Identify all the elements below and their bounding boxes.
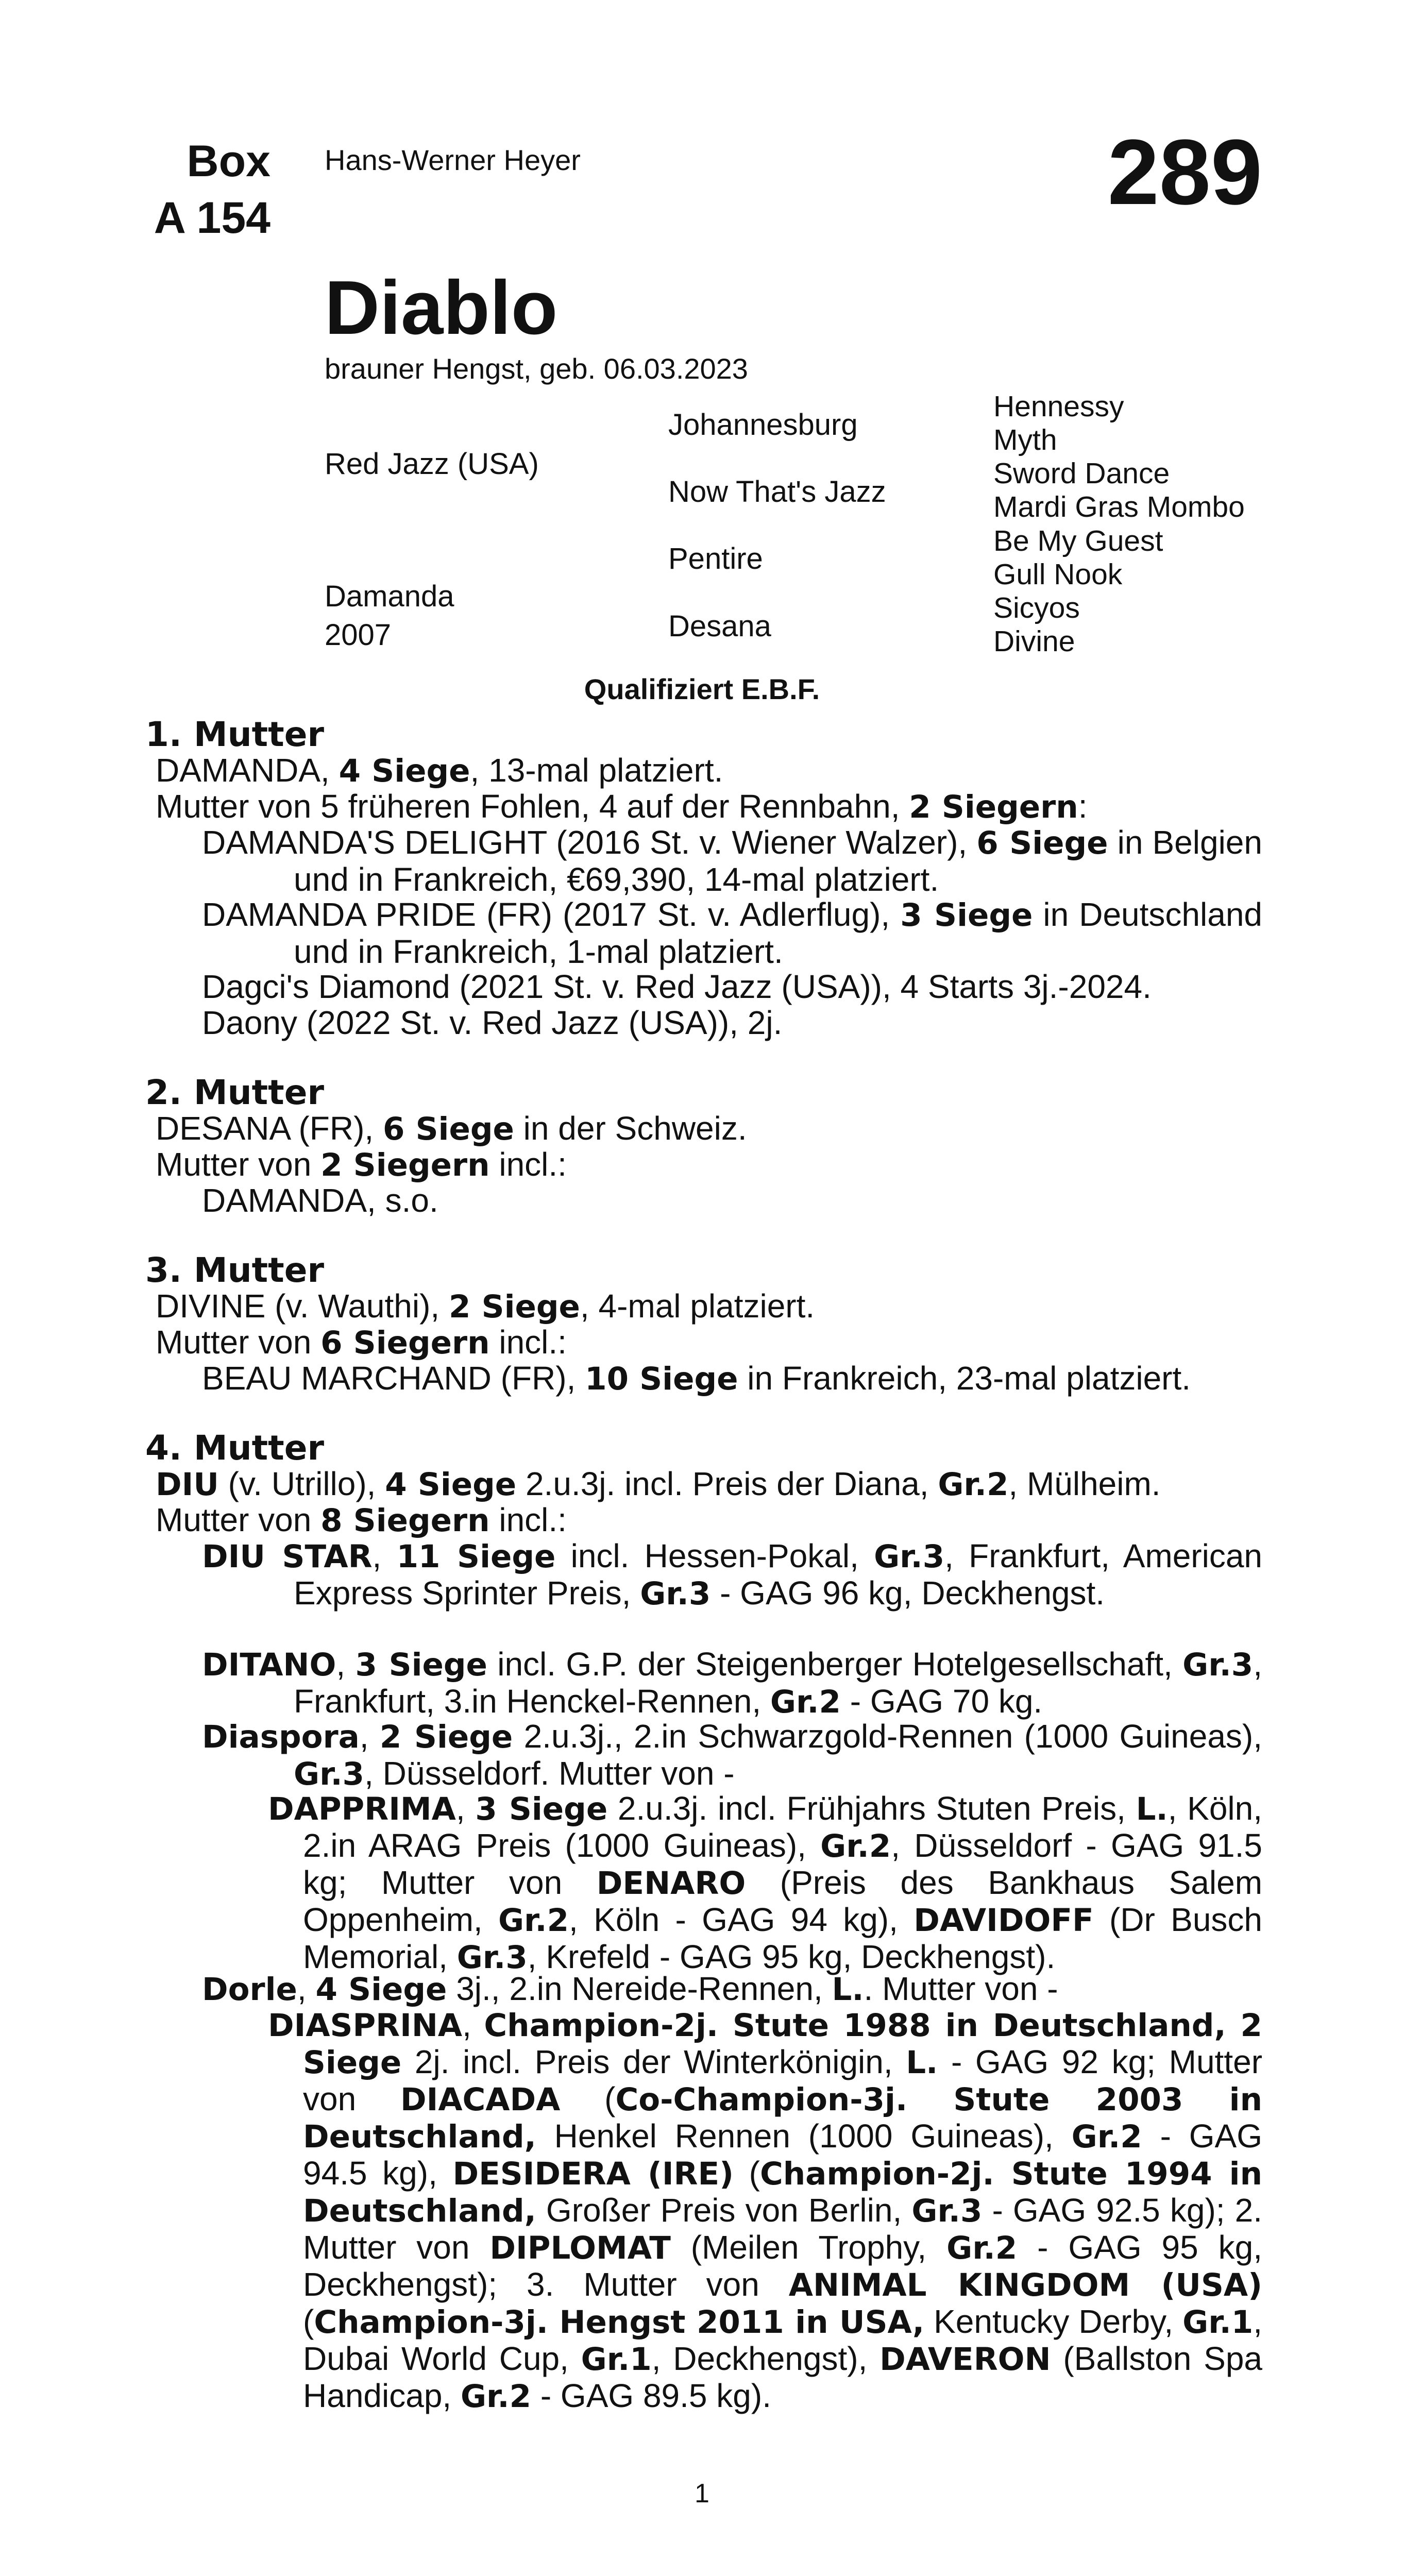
horse-name: Diablo [325, 265, 558, 350]
progeny-entry: DAMANDA PRIDE (FR) (2017 St. v. Adlerflug), 3 Siege in Deutschland und in Frankreich, 1-mal platziert. [202, 896, 1263, 970]
page-number: 1 [695, 2479, 709, 2509]
dam-3-record: DIVINE (v. Wauthi), 2 Siege, 4-mal platziert. [156, 1287, 815, 1325]
progeny-entry: DIU STAR, 11 Siege incl. Hessen-Pokal, Gr.3, Frankfurt, American Express Sprinter Preis, Gr.3 - GAG 96 kg, Deckhengst. [202, 1537, 1263, 1612]
pedigree-great-grandparent: Sicyos [993, 591, 1080, 624]
dam-3-produce-summary: Mutter von 6 Siegern incl.: [156, 1324, 567, 1361]
section-heading: 3. Mutter [145, 1250, 325, 1290]
box-label: Box [187, 137, 270, 186]
section-heading: 4. Mutter [145, 1428, 325, 1468]
progeny-entry: DAMANDA'S DELIGHT (2016 St. v. Wiener Walzer), 6 Siege in Belgien und in Frankreich, €69,390, 14-mal platziert. [202, 824, 1262, 898]
pedigree-great-grandparent: Divine [993, 625, 1075, 658]
pedigree-great-grandparent: Mardi Gras Mombo [993, 490, 1245, 523]
dam-4-record: DIU (v. Utrillo), 4 Siege 2.u.3j. incl. Preis der Diana, Gr.2, Mülheim. [156, 1465, 1161, 1503]
pedigree-great-grandparent: Myth [993, 423, 1057, 456]
pedigree-sire: Red Jazz (USA) [325, 447, 539, 481]
pedigree-grandparent: Pentire [668, 542, 763, 575]
section-heading: 2. Mutter [145, 1073, 325, 1112]
progeny-entry: DIASPRINA, Champion-2j. Stute 1988 in Deutschland, 2 Siege 2j. incl. Preis der Winterkönigin, L. - GAG 92 kg; Mutter von DIACADA (Co-Champion-3j. Stute 2003 in Deutschland, Henkel Rennen (1000 Guineas), Gr.2 - GAG 94.5 kg), DESIDERA (IRE) (Champion-2j. Stute 1994 in Deutschland, Großer Preis von Berlin, Gr.3 - GAG 92.5 kg); 2. Mutter von DIPLOMAT (Meilen Trophy, Gr.2 - GAG 95 kg, Deckhengst); 3. Mutter von ANIMAL KINGDOM (USA) (Champion-3j. Hengst 2011 in USA, Kentucky Derby, Gr.1, Dubai World Cup, Gr.1, Deckhengst), DAVERON (Ballston Spa Handicap, Gr.2 - GAG 89.5 kg). [268, 2006, 1263, 2415]
box-number: A 154 [154, 193, 270, 243]
pedigree-great-grandparent: Be My Guest [993, 524, 1163, 557]
pedigree-great-grandparent: Hennessy [993, 390, 1124, 423]
pedigree-grandparent: Now That's Jazz [668, 475, 886, 509]
progeny-entry: Diaspora, 2 Siege 2.u.3j., 2.in Schwarzgold-Rennen (1000 Guineas), Gr.3, Düsseldorf. Mutter von - [202, 1718, 1263, 1792]
pedigree-great-grandparent: Sword Dance [993, 457, 1170, 490]
progeny-entry: BEAU MARCHAND (FR), 10 Siege in Frankreich, 23-mal platziert. [202, 1360, 1191, 1397]
progeny-entry: Dagci's Diamond (2021 St. v. Red Jazz (USA)), 4 Starts 3j.-2024. [202, 968, 1152, 1005]
progeny-entry: Dorle, 4 Siege 3j., 2.in Nereide-Rennen, L.. Mutter von - [202, 1970, 1058, 2008]
pedigree-grandparent: Johannesburg [668, 408, 858, 442]
pedigree-dam: Damanda [325, 580, 454, 613]
dam-2-produce-summary: Mutter von 2 Siegern incl.: [156, 1146, 567, 1183]
progeny-entry: DAPPRIMA, 3 Siege 2.u.3j. incl. Frühjahrs Stuten Preis, L., Köln, 2.in ARAG Preis (1000 Guineas), Gr.2, Düsseldorf - GAG 91.5 kg; Mutter von DENARO (Preis des Bankhaus Salem Oppenheim, Gr.2, Köln - GAG 94 kg), DAVIDOFF (Dr Busch Memorial, Gr.3, Krefeld - GAG 95 kg, Deckhengst). [268, 1790, 1263, 1976]
dam-1-record: DAMANDA, 4 Siege, 13-mal platziert. [156, 752, 723, 789]
progeny-entry: Daony (2022 St. v. Red Jazz (USA)), 2j. [202, 1004, 783, 1041]
lot-number: 289 [1107, 121, 1262, 224]
horse-description: brauner Hengst, geb. 06.03.2023 [325, 352, 748, 385]
pedigree-grandparent: Desana [668, 609, 771, 643]
dam-2-record: DESANA (FR), 6 Siege in der Schweiz. [156, 1110, 747, 1147]
breeder-name: Hans-Werner Heyer [325, 144, 581, 176]
dam-1-produce-summary: Mutter von 5 früheren Fohlen, 4 auf der Rennbahn, 2 Siegern: [156, 788, 1088, 825]
section-heading: 1. Mutter [145, 715, 325, 754]
pedigree-great-grandparent: Gull Nook [993, 558, 1123, 591]
progeny-entry: DITANO, 3 Siege incl. G.P. der Steigenberger Hotelgesellschaft, Gr.3, Frankfurt, 3.in Henckel-Rennen, Gr.2 - GAG 70 kg. [202, 1646, 1263, 1720]
dam-4-produce-summary: Mutter von 8 Siegern incl.: [156, 1501, 567, 1539]
qualification: Qualifiziert E.B.F. [584, 673, 820, 705]
progeny-entry: DAMANDA, s.o. [202, 1182, 438, 1219]
pedigree-dam-year: 2007 [325, 618, 392, 652]
